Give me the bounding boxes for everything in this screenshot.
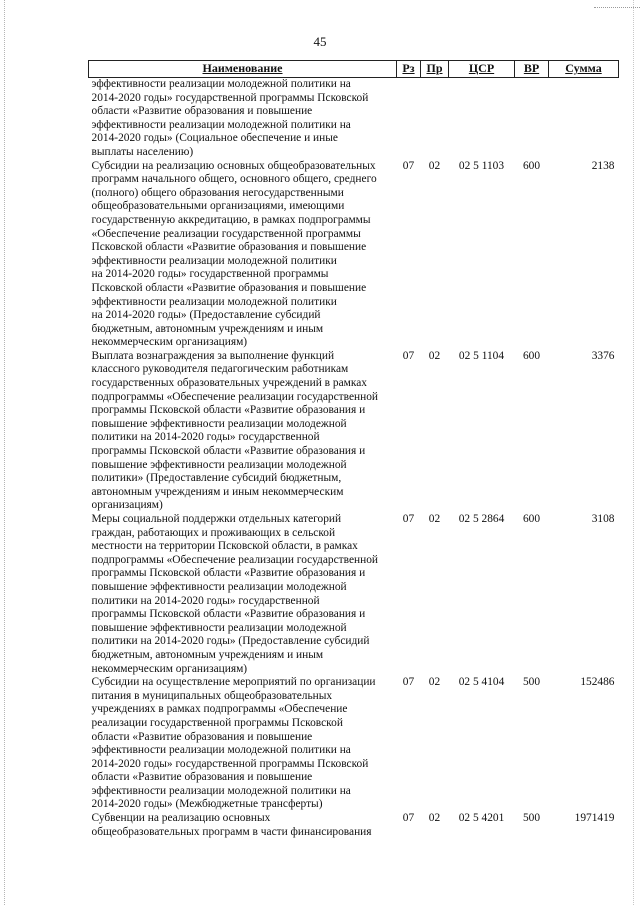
name-line: Псковской области «Развитие образования и повышение — [91, 241, 367, 254]
name-line: 2014-2020 годы» (Межбюджетные трансферты) — [91, 798, 323, 811]
name-line: области «Развитие образования и повышение — [91, 771, 313, 784]
name-line: бюджетным, автономным учреждениям и иным — [91, 322, 324, 335]
row-rz: 07 — [402, 812, 415, 825]
name-line: организациям) — [91, 499, 163, 512]
name-line: на 2014-2020 годы» (Предоставление субсидий — [91, 309, 321, 322]
name-line: государственную аккредитацию, в рамках подпрограммы — [91, 213, 371, 226]
table-header-row — [89, 61, 619, 78]
row-vr: 600 — [522, 349, 541, 362]
name-line: Субсидии на осуществление мероприятий по организации — [91, 676, 376, 689]
header-pr: Пр — [421, 61, 449, 78]
page-number: 45 — [313, 34, 327, 49]
row-name — [89, 676, 397, 812]
row-rz: 07 — [402, 349, 415, 362]
row-sum: 152486 — [580, 676, 615, 689]
name-line: политики на 2014-2020 годы» государственной — [91, 594, 320, 607]
name-line: некоммерческим организациям) — [91, 336, 248, 349]
name-line: программы Псковской области «Развитие образования и — [91, 445, 366, 458]
row-name — [89, 350, 397, 513]
row-csr: 02 5 1104 — [458, 349, 505, 362]
name-line: эффективности реализации молодежной политики — [91, 295, 337, 308]
scan-corner-mark — [594, 7, 640, 8]
row-sum: 3376 — [591, 349, 615, 362]
name-line: программ начального общего, основного общего, среднего — [91, 173, 377, 186]
row-pr — [421, 78, 449, 160]
name-line: 2014-2020 годы» государственной программы Псковской — [91, 757, 369, 770]
name-line: государственных образовательных учреждений в рамках — [91, 377, 367, 390]
row-rz: 07 — [402, 513, 415, 525]
name-line: Субсидии на реализацию основных общеобразовательных — [91, 159, 376, 172]
row-sum: 2138 — [591, 159, 615, 172]
name-line: области «Развитие образования и повышение — [91, 105, 313, 118]
row-pr: 02 — [428, 349, 441, 362]
row-pr: 02 — [428, 676, 441, 689]
name-line: некоммерческим организациям) — [91, 662, 248, 675]
name-line: Меры социальной поддержки отдельных категорий — [91, 513, 342, 525]
budget-table — [88, 60, 619, 839]
name-line: повышение эффективности реализации молодежной — [91, 458, 347, 471]
row-name — [89, 513, 397, 676]
name-line: подпрограммы «Обеспечение реализации государственной — [91, 553, 378, 566]
row-pr: 02 — [428, 159, 441, 172]
row-vr: 600 — [522, 159, 541, 172]
row-name — [89, 78, 397, 160]
name-line: программы Псковской области «Развитие образования и — [91, 404, 366, 417]
row-vr — [515, 78, 549, 160]
name-line: политики на 2014-2020 годы» государственной — [91, 431, 320, 444]
name-line: учреждениях в рамках подпрограммы «Обеспечение — [91, 703, 348, 716]
name-line: программы Псковской области «Развитие образования и — [91, 567, 366, 580]
table-row — [89, 350, 619, 513]
name-line: эффективности реализации молодежной политики на — [91, 118, 351, 131]
table-row — [89, 78, 619, 160]
name-line: политики на 2014-2020 годы» (Предоставление субсидий — [91, 635, 370, 648]
row-csr — [449, 78, 515, 160]
name-line: повышение эффективности реализации молодежной — [91, 580, 347, 593]
table-row — [89, 812, 619, 839]
row-csr: 02 5 4104 — [458, 676, 505, 689]
name-line: 2014-2020 годы» (Социальное обеспечение и иные — [91, 132, 338, 145]
row-pr: 02 — [428, 812, 441, 825]
name-line: эффективности реализации молодежной политики на — [91, 744, 351, 757]
name-line: местности на территории Псковской области, в рамках — [91, 540, 358, 553]
name-line: питания в муниципальных общеобразовательных — [91, 689, 333, 702]
name-line: эффективности реализации молодежной политики на — [91, 784, 351, 797]
table-row — [89, 676, 619, 812]
row-vr: 600 — [522, 513, 541, 525]
row-rz: 07 — [402, 159, 415, 172]
scan-edge-right — [633, 0, 634, 905]
row-csr: 02 5 1103 — [458, 159, 505, 172]
name-line: Субвенции на реализацию основных — [91, 812, 271, 825]
name-line: на 2014-2020 годы» государственной программы — [91, 268, 329, 281]
name-line: повышение эффективности реализации молодежной — [91, 417, 347, 430]
table-row — [89, 513, 619, 676]
name-line: области «Развитие образования и повышение — [91, 730, 313, 743]
name-line: Псковской области «Развитие образования и повышение — [91, 281, 367, 294]
header-name: Наименование — [89, 61, 397, 78]
row-rz — [397, 78, 421, 160]
name-line: автономным учреждениям и иным некоммерческим — [91, 485, 344, 498]
table-row — [89, 160, 619, 350]
name-line: классного руководителя педагогическим работникам — [91, 363, 349, 376]
name-line: граждан, работающих и проживающих в сельской — [91, 526, 336, 539]
row-pr: 02 — [428, 513, 441, 525]
name-line: реализации государственной программы Псковской — [91, 716, 343, 729]
row-vr: 500 — [522, 676, 541, 689]
row-vr: 500 — [522, 812, 541, 825]
name-line: программы Псковской области «Развитие образования и — [91, 608, 366, 621]
name-line: повышение эффективности реализации молодежной — [91, 621, 347, 634]
row-sum: 1971419 — [574, 812, 615, 825]
name-line: Выплата вознаграждения за выполнение функций — [91, 349, 335, 362]
row-sum — [549, 78, 619, 160]
name-line: бюджетным, автономным учреждениям и иным — [91, 648, 324, 661]
row-rz: 07 — [402, 676, 415, 689]
row-name — [89, 812, 397, 839]
name-line: «Обеспечение реализации государственной программы — [91, 227, 361, 240]
name-line: подпрограммы «Обеспечение реализации государственной — [91, 390, 378, 403]
header-csr: ЦСР — [449, 61, 515, 78]
name-line: выплаты населению) — [91, 145, 194, 158]
row-sum: 3108 — [591, 513, 615, 525]
row-csr: 02 5 4201 — [458, 812, 505, 825]
name-line: общеобразовательных программ в части финансирования — [91, 825, 372, 838]
scan-edge-left — [4, 0, 5, 905]
row-name — [89, 160, 397, 350]
header-vr: ВР — [515, 61, 549, 78]
name-line: эффективности реализации молодежной политики на — [91, 78, 351, 90]
header-rz: Рз — [397, 61, 421, 78]
name-line: общеобразовательными организациями, имеющими — [91, 200, 345, 213]
table-body — [89, 78, 619, 840]
row-csr: 02 5 2864 — [458, 513, 505, 525]
name-line: 2014-2020 годы» государственной программы Псковской — [91, 91, 369, 104]
name-line: эффективности реализации молодежной политики — [91, 254, 337, 267]
header-sum: Сумма — [549, 61, 619, 78]
name-line: политики» (Предоставление субсидий бюджетным, — [91, 472, 342, 485]
name-line: (полного) общего образования негосударственными — [91, 186, 344, 199]
